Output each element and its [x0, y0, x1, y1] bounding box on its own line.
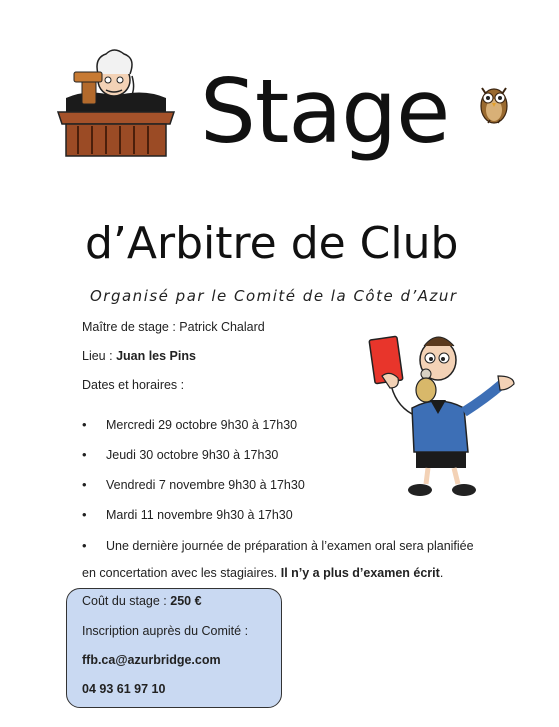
date-item [82, 447, 278, 462]
bullet-icon: • [82, 538, 87, 553]
cost-line [82, 594, 202, 608]
bullet-icon: • [82, 447, 87, 462]
page-title: Stage [200, 60, 450, 163]
location-label: Lieu : [82, 349, 117, 363]
inscription-line: Inscription auprès du Comité : [82, 624, 249, 638]
organizer-line: Organisé par le Comité de la Côte d’Azur [90, 287, 458, 305]
note-line2 [82, 566, 443, 580]
date-item [82, 507, 293, 522]
bullet-icon: • [82, 507, 87, 522]
stage-master-line [82, 320, 265, 334]
stage-master-label: Maître de stage : [82, 320, 180, 334]
cost-label: Coût du stage : [82, 594, 171, 608]
date-text: Mercredi 29 octobre 9h30 à 17h30 [106, 418, 298, 432]
date-item [82, 477, 305, 492]
owl-illustration [476, 78, 512, 126]
cost-value: 250 € [170, 594, 202, 608]
location-line [82, 349, 196, 363]
referee-red-card-illustration [368, 324, 518, 500]
page-subtitle: d’Arbitre de Club [85, 218, 459, 269]
date-text: Mardi 11 novembre 9h30 à 17h30 [106, 508, 293, 522]
note-item [82, 538, 474, 553]
bullet-icon: • [82, 477, 87, 492]
email-link[interactable]: ffb.ca@azurbridge.com [82, 653, 221, 667]
judge-podium-illustration [48, 28, 183, 158]
date-text: Jeudi 30 octobre 9h30 à 17h30 [106, 448, 279, 462]
location-value: Juan les Pins [116, 349, 196, 363]
phone-number[interactable]: 04 93 61 97 10 [82, 682, 166, 696]
note-end: . [439, 566, 444, 580]
bullet-icon: • [82, 417, 87, 432]
date-item [82, 417, 297, 432]
note-emphasis: Il n’y a plus d’examen écrit [280, 566, 440, 580]
note-text-line1: Une dernière journée de préparation à l’examen oral sera planifiée [106, 539, 474, 553]
date-text: Vendredi 7 novembre 9h30 à 17h30 [106, 478, 305, 492]
note-text-line2: en concertation avec les stagiaires. [82, 566, 281, 580]
stage-master-value: Patrick Chalard [179, 320, 265, 334]
dates-heading: Dates et horaires : [82, 378, 185, 392]
